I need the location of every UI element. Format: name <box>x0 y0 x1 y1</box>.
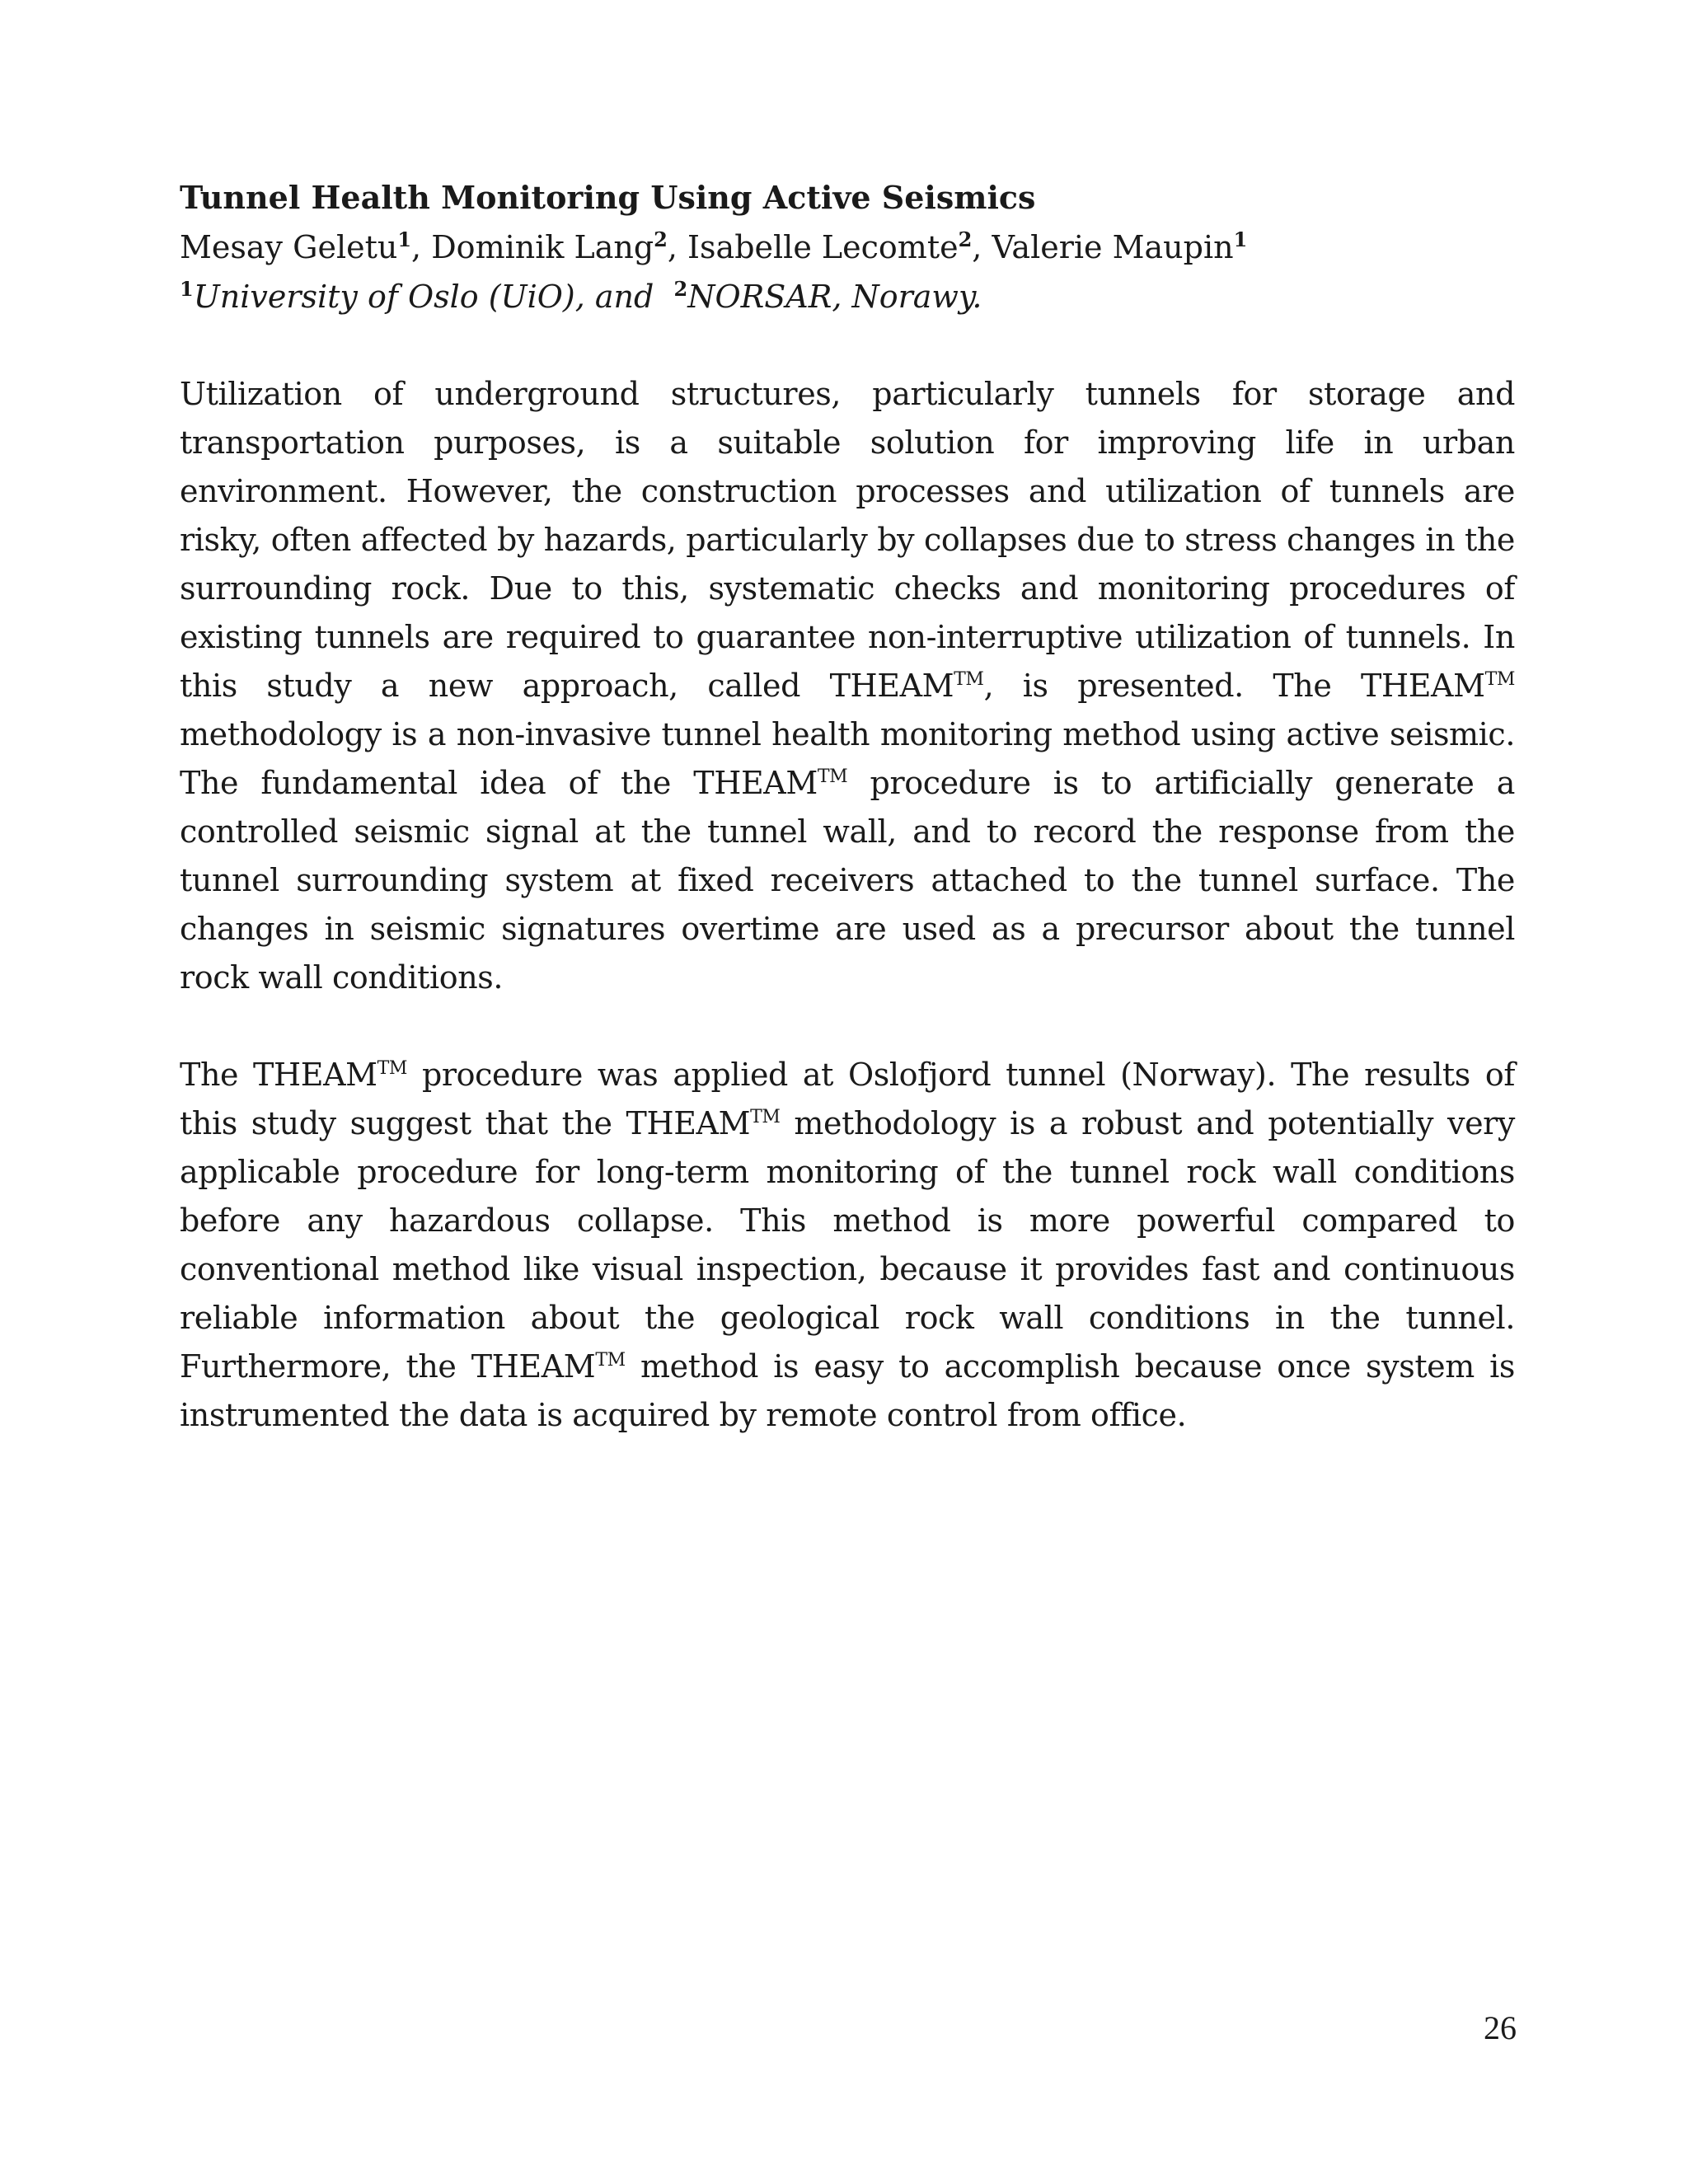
affiliation-mark: 2 <box>673 277 688 301</box>
paragraph-text: The THEAM <box>180 1057 377 1093</box>
abstract-paragraph <box>180 1051 1515 1440</box>
trademark-mark: TM <box>750 1107 781 1127</box>
paragraph-text: procedure was applied at Oslofjord tunnel (Norway). The results of this study suggest that the THEAM <box>180 1057 1515 1141</box>
author-list <box>180 223 1515 272</box>
author-affiliation-mark: 2 <box>958 227 973 251</box>
author-separator: , <box>667 229 688 265</box>
author-separator: , <box>972 229 992 265</box>
author-affiliation-mark: 1 <box>1233 227 1248 251</box>
paragraph-text: , is presented. The THEAM <box>983 668 1485 704</box>
trademark-mark: TM <box>817 766 848 787</box>
affiliation-mark: 1 <box>180 277 194 301</box>
page-number: 26 <box>1484 2009 1517 2046</box>
author-name: Isabelle Lecomte <box>687 229 959 265</box>
author-affiliation-mark: 1 <box>397 227 412 251</box>
paragraph-text: Utilization of underground structures, particularly tunnels for storage and transportation purposes, is a suitable solution for improving life in urban environment. However, the construction processes and utilization of tunnels are risky, often affected by hazards, particularly by collapses due to stress changes in the surrounding rock. Due to this, systematic checks and monitoring procedures of existing tunnels are required to guarantee non-interruptive utilization of tunnels. In this study a new approach, called THEAM <box>180 376 1515 704</box>
trademark-mark: TM <box>954 669 984 690</box>
document-page <box>180 173 1515 1440</box>
trademark-mark: TM <box>1484 669 1515 690</box>
trademark-mark: TM <box>595 1350 626 1371</box>
affiliations <box>180 272 1515 321</box>
author-separator: , <box>411 229 432 265</box>
author-affiliation-mark: 2 <box>654 227 668 251</box>
paragraph-text: methodology is a robust and potentially very applicable procedure for long-term monitoring of the tunnel rock wall conditions before any hazardous collapse. This method is more powerful compared to conventional method like visual inspection, because it provides fast and continuous reliable information about the geological rock wall conditions in the tunnel. Furthermore, the THEAM <box>180 1105 1516 1385</box>
paragraph-text: methodology is a non-invasive tunnel health monitoring method using active seismic. The fundamental idea of the THEAM <box>180 716 1515 801</box>
affiliation-text: University of Oslo (UiO), and <box>193 279 664 315</box>
paragraph-text: method is easy to accomplish because once system is instrumented the data is acquired by remote control from office. <box>180 1348 1515 1433</box>
author-name: Valerie Maupin <box>992 229 1234 265</box>
trademark-mark: TM <box>377 1058 408 1079</box>
author-name: Dominik Lang <box>431 229 654 265</box>
paper-title: Tunnel Health Monitoring Using Active Seismics <box>180 179 1036 216</box>
author-name: Mesay Geletu <box>180 229 398 265</box>
paragraph-text: procedure is to artificially generate a controlled seismic signal at the tunnel wall, and to record the response from the tunnel surrounding system at fixed receivers attached to the tunnel surface. The changes in seismic signatures overtime are used as a precursor about the tunnel rock wall conditions. <box>180 765 1515 996</box>
abstract-paragraph <box>180 370 1515 1002</box>
affiliation-text: NORSAR, Norawy. <box>687 279 982 315</box>
